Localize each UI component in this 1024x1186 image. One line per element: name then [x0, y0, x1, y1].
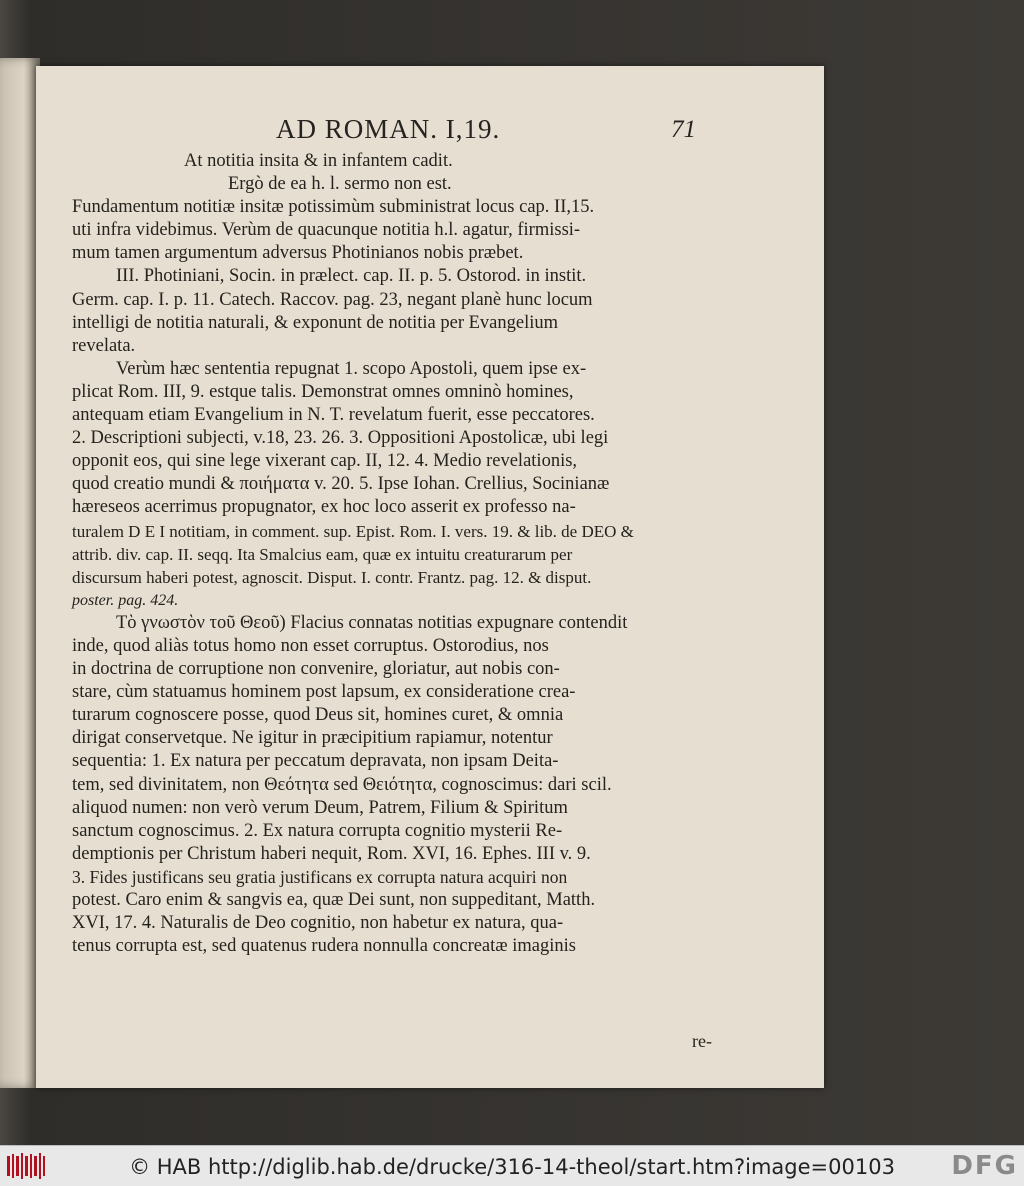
- previous-page-edge: [0, 58, 40, 1088]
- text-line: stare, cùm statuamus hominem post lapsum, ex consideratione crea-: [72, 682, 576, 703]
- text-line: sanctum cognoscimus. 2. Ex natura corrupta cognitio mysterii Re-: [72, 820, 563, 841]
- text-line: turarum cognoscere posse, quod Deus sit, homines curet, & omnia: [72, 705, 564, 726]
- text-line: plicat Rom. III, 9. estque talis. Demonstrat omnes omninò homines,: [72, 381, 574, 402]
- text-line: demptionis per Christum haberi nequit, Rom. XVI, 16. Ephes. III v. 9.: [72, 843, 591, 864]
- text-line: At notitia insita & in infantem cadit.: [184, 151, 453, 171]
- text-line: tem, sed divinitatem, non Θεότητα sed Θειότητα, cognoscimus: dari scil.: [72, 774, 612, 795]
- text-line: Fundamentum notitiæ insitæ potissimùm subministrat locus cap. II,15.: [72, 197, 595, 218]
- footer-bar: [0, 1145, 1024, 1186]
- text-line: 3. Fides justificans seu gratia justificans ex corrupta natura acquiri non: [72, 866, 568, 887]
- text-line: inde, quod aliàs totus homo non esset corruptus. Ostorodius, nos: [72, 635, 549, 656]
- dfg-logo: DFG: [951, 1151, 1018, 1181]
- text-line: antequam etiam Evangelium in N. T. revelatum fuerit, esse peccatores.: [72, 405, 595, 426]
- text-line: attrib. div. cap. II. seqq. Ita Smalcius eam, quæ ex intuitu creaturarum per: [72, 544, 573, 564]
- text-line: opponit eos, qui sine lege vixerant cap. II, 12. 4. Medio revelationis,: [72, 451, 578, 472]
- text-line: dirigat conservetque. Ne igitur in præcipitium rapiamur, notentur: [72, 728, 553, 749]
- text-line: intelligi de notitia naturali, & exponunt de notitia per Evangelium: [72, 312, 559, 333]
- text-line: aliquod numen: non verò verum Deum, Patrem, Filium & Spiritum: [72, 797, 568, 818]
- text-line: mum tamen argumentum adversus Photinianos nobis præbet.: [72, 243, 524, 264]
- text-line: hæreseos acerrimus propugnator, ex hoc loco asserit ex professo na-: [72, 497, 576, 518]
- text-line: 2. Descriptioni subjecti, v.18, 23. 26. 3. Oppositioni Apostolicæ, ubi legi: [72, 428, 609, 449]
- copyright-url-text: © HAB http://diglib.hab.de/drucke/316-14-theol/start.htm?image=00103: [129, 1155, 895, 1179]
- page-number: 71: [671, 116, 696, 143]
- text-line: poster. pag. 424.: [72, 591, 179, 609]
- text-line: Τὸ γνωστὸν τοῦ Θεοῦ) Flacius connatas notitias expugnare contendit: [116, 612, 628, 633]
- text-line: sequentia: 1. Ex natura per peccatum depravata, non ipsam Deita-: [72, 751, 559, 772]
- text-line: discursum haberi potest, agnoscit. Disput. I. contr. Frantz. pag. 12. & disput.: [72, 567, 592, 587]
- text-line: quod creatio mundi & ποιήματα v. 20. 5. Ipse Iohan. Crellius, Socinianæ: [72, 474, 610, 495]
- text-line: XVI, 17. 4. Naturalis de Deo cognitio, non habetur ex natura, qua-: [72, 913, 564, 934]
- running-title: AD ROMAN. I,19.: [276, 114, 501, 144]
- text-line: tenus corrupta est, sed quatenus rudera nonnulla concreatæ imaginis: [72, 936, 576, 957]
- text-line: III. Photiniani, Socin. in prælect. cap. II. p. 5. Ostorod. in instit.: [116, 266, 587, 287]
- text-line: potest. Caro enim & sangvis ea, quæ Dei sunt, non suppeditant, Matth.: [72, 890, 596, 910]
- text-line: Ergò de ea h. l. sermo non est.: [228, 174, 452, 195]
- text-line: revelata.: [72, 335, 136, 356]
- text-line: in doctrina de corruptione non convenire, gloriatur, aut nobis con-: [72, 659, 560, 680]
- page-header: [246, 114, 696, 148]
- text-line: Verùm hæc sententia repugnat 1. scopo Apostoli, quem ipse ex-: [116, 358, 587, 379]
- text-line: turalem D E I notitiam, in comment. sup. Epist. Rom. I. vers. 19. & lib. de DEO &: [72, 521, 634, 541]
- catchword: re-: [692, 1031, 712, 1051]
- text-line: Germ. cap. I. p. 11. Catech. Raccov. pag. 23, negant planè hunc locum: [72, 289, 593, 310]
- body-text: [72, 150, 712, 1051]
- text-line: uti infra videbimus. Verùm de quacunque notitia h.l. agatur, firmissi-: [72, 220, 581, 241]
- book-page: [36, 66, 824, 1088]
